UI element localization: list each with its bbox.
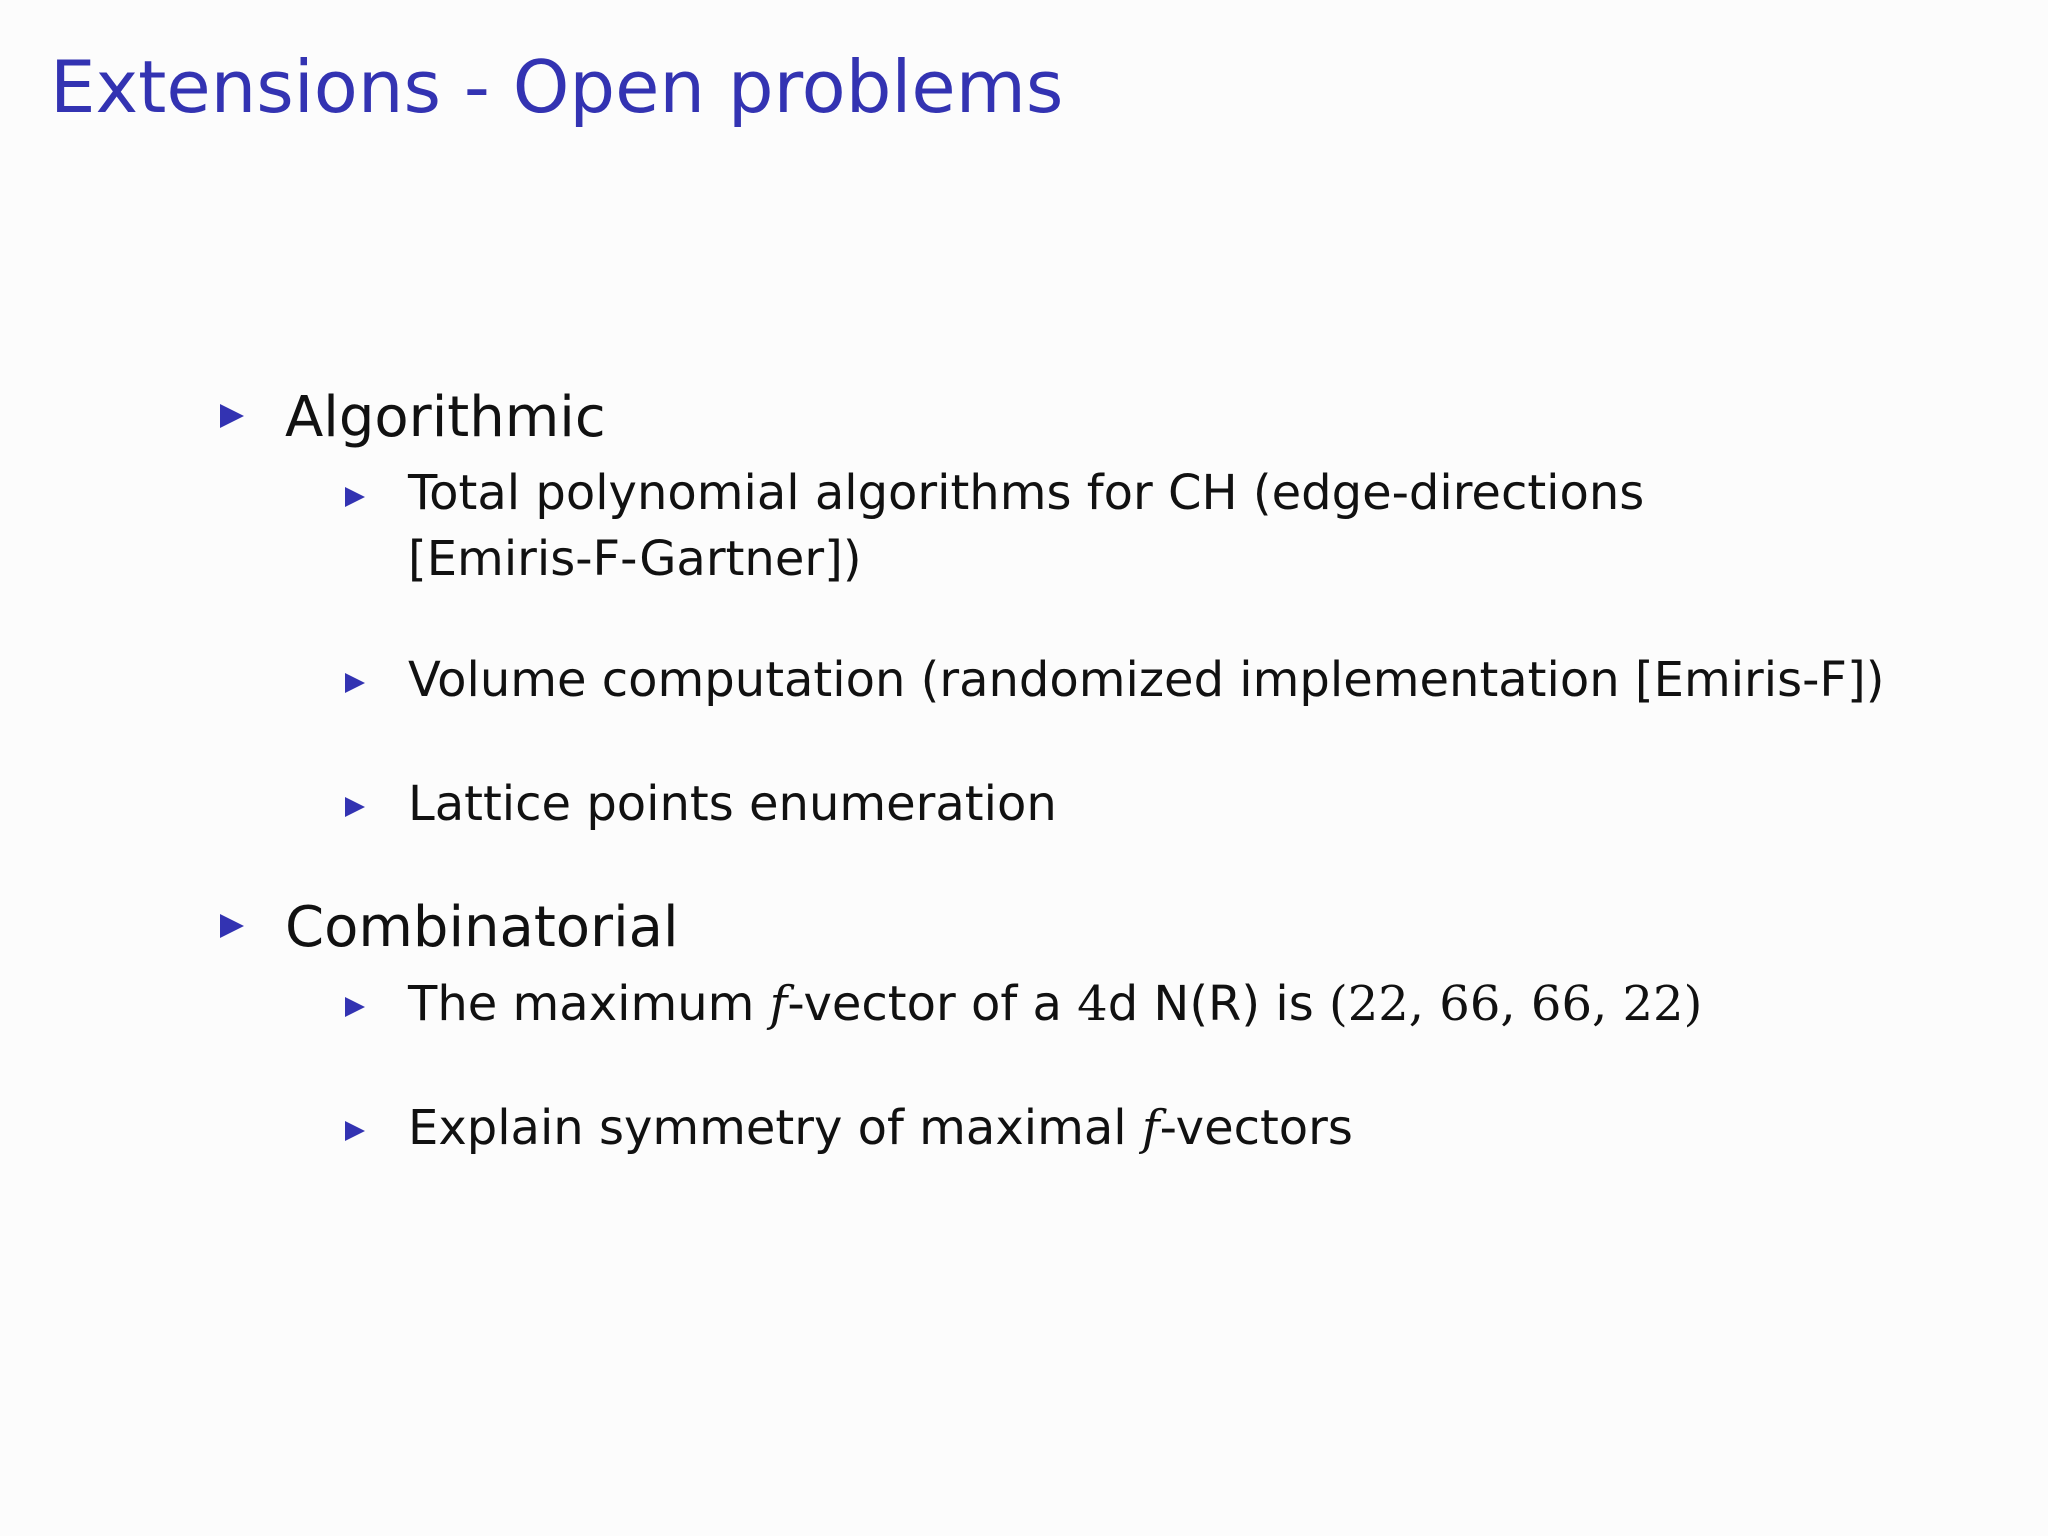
triangle-bullet-icon bbox=[345, 1121, 365, 1141]
triangle-bullet-icon bbox=[345, 673, 365, 693]
item-text: d N(R) is bbox=[1107, 976, 1329, 1032]
list-item bbox=[345, 460, 1940, 592]
slide-content bbox=[220, 378, 1940, 1162]
item-text: -vector of a bbox=[787, 976, 1078, 1032]
item-text: The maximum bbox=[408, 976, 770, 1032]
section-label: Combinatorial bbox=[285, 895, 679, 960]
triangle-bullet-icon bbox=[345, 997, 365, 1017]
triangle-bullet-icon bbox=[220, 914, 244, 938]
algorithmic-items bbox=[285, 460, 1940, 838]
math-f: f bbox=[1141, 1100, 1160, 1156]
slide-title: Extensions - Open problems bbox=[50, 45, 1064, 129]
combinatorial-items bbox=[285, 970, 1940, 1162]
section-algorithmic bbox=[220, 378, 1940, 838]
list-item bbox=[345, 646, 1940, 714]
triangle-bullet-icon bbox=[220, 404, 244, 428]
section-combinatorial bbox=[220, 888, 1940, 1162]
triangle-bullet-icon bbox=[345, 797, 365, 817]
item-text: -vectors bbox=[1159, 1100, 1353, 1156]
item-text-line2: [Emiris-F-Gartner]) bbox=[408, 531, 862, 587]
math-f: f bbox=[769, 976, 788, 1032]
section-label: Algorithmic bbox=[285, 385, 606, 450]
list-item bbox=[345, 770, 1940, 838]
triangle-bullet-icon bbox=[345, 487, 365, 507]
item-text: Explain symmetry of maximal bbox=[408, 1100, 1142, 1156]
list-item bbox=[345, 970, 1940, 1038]
item-text: Volume computation (randomized implementation [Emiris-F]) bbox=[408, 652, 1885, 708]
item-text: Lattice points enumeration bbox=[408, 776, 1057, 832]
math-four: 4 bbox=[1077, 976, 1108, 1032]
item-text-line1: Total polynomial algorithms for CH (edge-directions bbox=[408, 465, 1645, 521]
list-item bbox=[345, 1094, 1940, 1162]
math-tuple: (22, 66, 66, 22) bbox=[1328, 976, 1703, 1032]
